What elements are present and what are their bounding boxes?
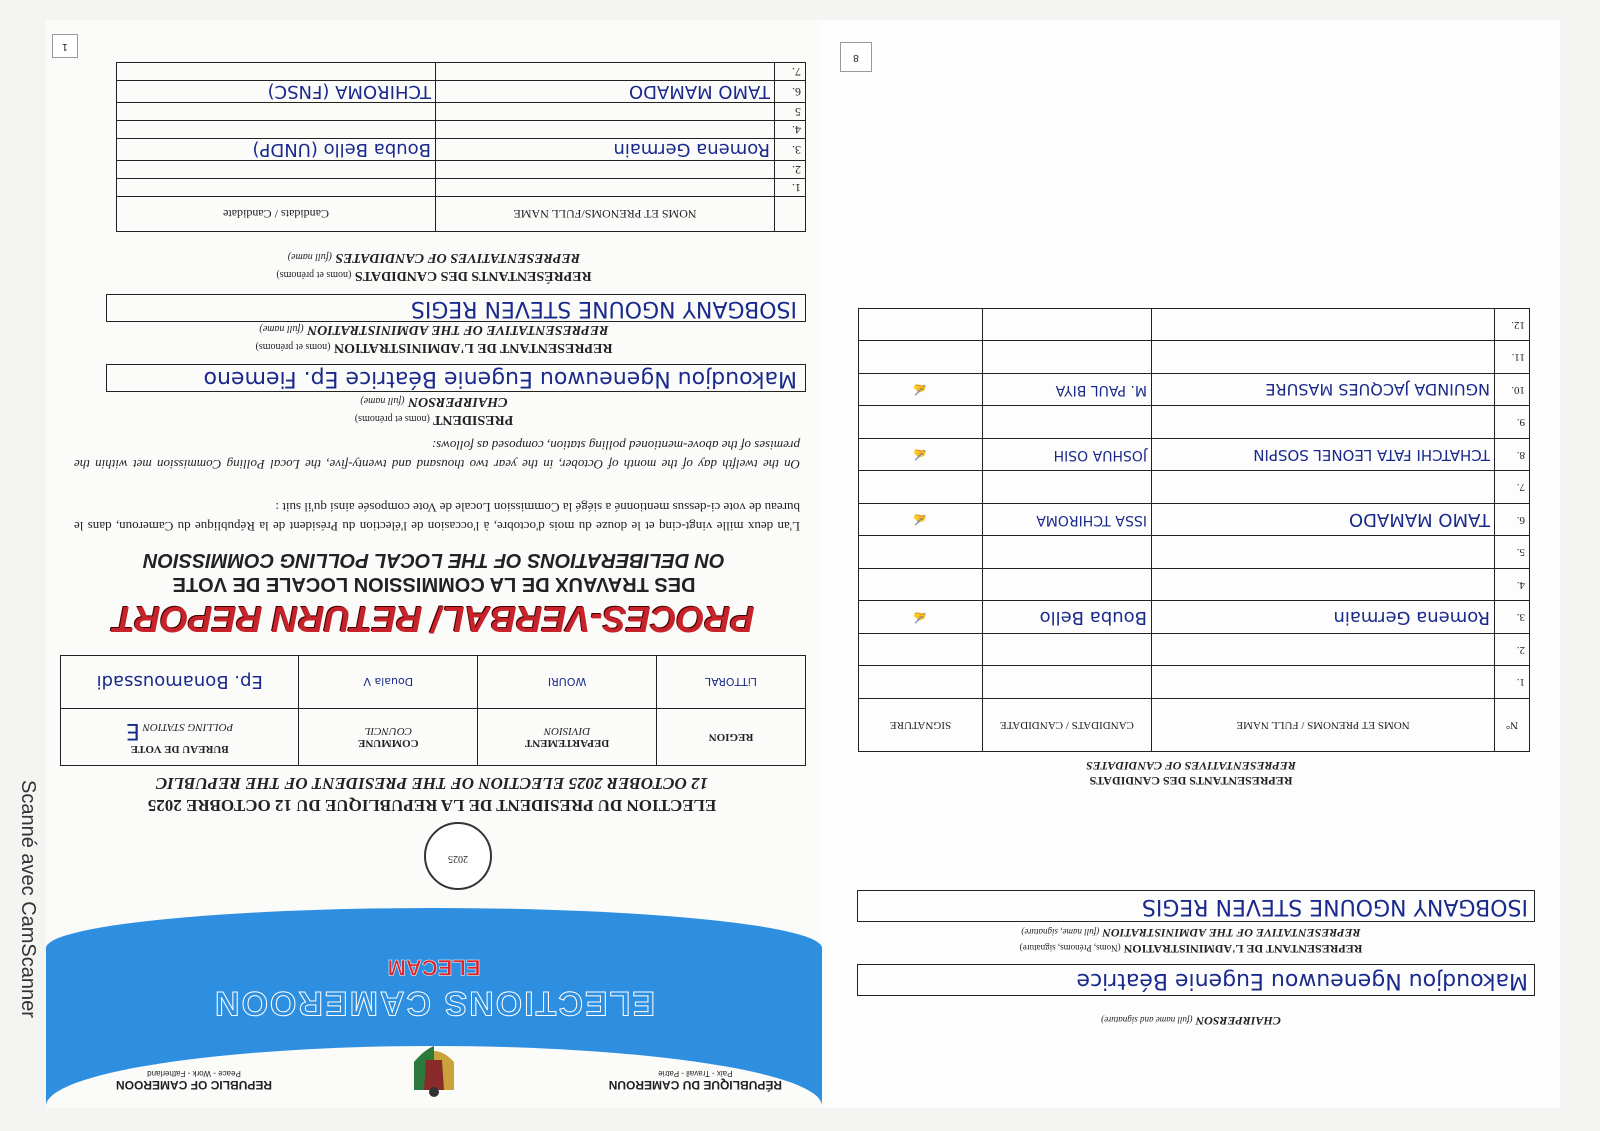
report-title: PROCES-VERBAL/ RETURN REPORT — [113, 599, 755, 640]
intro-fr: L'an deux mille vingt-cinq et le douze du mois d'octobre, à l'occasion de l'élection du Président de la République du Cameroun, dans le bureau de vote ci-dessus mentionné a siégé la Commission Locale de Vote composée ainsi qu'il suit : — [74, 500, 800, 534]
table-row: 2. — [859, 634, 1530, 667]
candidate-reps-table: N° NOMS ET PRENOMS / FULL NAME CANDIDATS / CANDIDATE SIGNATURE 1. 2. 3. Romena Germain Bouba Bello ✍ 4. 5. 6. TAMO MAMADO ISSA TCHIROMA ✍ 7. 8. TCHATCHI FATA LEONEL SOSPIN JOSHUA OSIH ✍ 9. 10. NGUINDA JACQUES MASURE M. PAUL BIYA ✍ 11. 12. — [858, 308, 1530, 752]
coat-of-arms-icon — [406, 1038, 462, 1100]
signature[interactable] — [859, 569, 983, 602]
report-subtitle: DES TRAVAUX DE LA COMMISSION LOCALE DE VOTE ON DELIBERATIONS OF THE LOCAL POLLING COMMISSION — [143, 549, 725, 595]
admin-rep-name-field[interactable]: ISOBGANY NGOUNE STEVEN REGIS — [106, 294, 806, 322]
right-page — [822, 20, 1560, 1108]
signature[interactable]: ✍ — [859, 374, 983, 407]
polling-station-value: Ep. Bonamoussadi — [61, 656, 299, 709]
council-value: Douala V — [299, 656, 478, 709]
table-row: 6. TAMO MAMADO TCHIROMA (FNSC) — [117, 81, 806, 103]
candidate-reps-label: REPRESENTANTS DES CANDIDATS REPRESENTATIVES OF CANDIDATES — [1086, 759, 1296, 788]
president-label: PRESIDENT (noms et prénoms) CHAIRPERSON (full name) — [354, 394, 514, 427]
page-number: 1 — [52, 34, 78, 58]
candidate-reps-label: REPRÉSENTANTS DES CANDIDATS (noms et prénoms) REPRESENTATIVES OF CANDIDATES (full name) — [276, 250, 592, 283]
table-row: 6. TAMO MAMADO ISSA TCHIROMA ✍ — [859, 504, 1530, 537]
signature[interactable]: ✍ — [859, 601, 983, 634]
location-table: REGION DEPARTEMENT DIVISION COMMUNE COUNCIL BUREAU DE VOTE POLLING STATION E LiTTORAL WOURI Douala V Ep. Bonamoussadi — [60, 655, 806, 766]
signature[interactable] — [859, 666, 983, 699]
intro-en: On the twelfth day of the month of October, in the year two thousand and twenty-five, the Local Polling Commission met within the premises of the above-mentioned polling station, composed as follows: — [74, 438, 800, 472]
table-row: 5. — [859, 536, 1530, 569]
admin-rep-name-field[interactable]: ISOBGANY NGOUNE STEVEN REGIS — [857, 890, 1535, 922]
table-row: 9. — [859, 406, 1530, 439]
signature[interactable]: ✍ — [859, 439, 983, 472]
signature[interactable] — [859, 634, 983, 667]
page-number: 8 — [840, 42, 872, 72]
table-row: 10. NGUINDA JACQUES MASURE M. PAUL BIYA ✍ — [859, 374, 1530, 407]
left-page — [46, 20, 822, 1108]
election-title: ELECTION DU PRESIDENT DE LA REPUBLIQUE DU 12 OCTOBRE 2025 12 OCTOBER 2025 ELECTION OF THE PRESIDENT OF THE REPUBLIC — [147, 774, 717, 815]
table-row: 12. — [859, 309, 1530, 342]
signature[interactable]: ✍ — [859, 504, 983, 537]
table-row: 11. — [859, 341, 1530, 374]
division-value: WOURI — [478, 656, 657, 709]
org-acronym: ELECAM — [387, 955, 481, 980]
republic-en: REPUBLIC OF CAMEROON Peace - Work - Fatherland — [116, 1069, 272, 1092]
region-value: LiTTORAL — [657, 656, 806, 709]
table-row: 1. — [117, 179, 806, 197]
table-row: 1. — [859, 666, 1530, 699]
admin-rep-label: REPRESENTANT DE L'ADMINISTRATION (noms et prénoms) REPRESENTATIVE OF THE ADMINISTRATION (full name) — [255, 322, 613, 355]
signature[interactable] — [859, 341, 983, 374]
table-row: 2. — [117, 161, 806, 179]
chairperson-name-field[interactable]: Makoudjou Ngeneuwou Eugenie Béatrice — [857, 964, 1535, 996]
chairperson-label: CHAIRPERSON (full name and signature) — [1101, 1014, 1281, 1028]
org-name: ELECTIONS CAMEROON — [212, 984, 656, 1022]
signature[interactable] — [859, 309, 983, 342]
signature[interactable] — [859, 536, 983, 569]
admin-rep-label: REPRESENTANT DE L'ADMINISTRATION (Noms, Prénoms, signature) REPRESENTATIVE OF THE ADMINISTRATION (full name, signature) — [1019, 926, 1363, 956]
table-row: 8. TCHATCHI FATA LEONEL SOSPIN JOSHUA OSIH ✍ — [859, 439, 1530, 472]
republic-fr: RÉPUBLIQUE DU CAMEROUN Paix - Travail - Patrie — [608, 1069, 782, 1092]
president-name-field[interactable]: Makoudjou Ngeneuwou Eugenie Béatrice Ep. Fiemeno — [106, 364, 806, 392]
table-row: 7. — [859, 471, 1530, 504]
table-row: 3. Romena Germain Bouba Bello ✍ — [859, 601, 1530, 634]
candidate-reps-table: NOMS ET PRENOMS/FULL NAME Candidats / Candidate 1. 2. 3. Romena Germain Bouba Bello (UNDP) 4. 5 6. TAMO MAMADO TCHIROMA (FNSC) 7. — [116, 62, 806, 232]
table-row: 7. — [117, 63, 806, 81]
table-row: 3. Romena Germain Bouba Bello (UNDP) — [117, 139, 806, 161]
table-row: 5 — [117, 103, 806, 121]
table-row: 4. — [859, 569, 1530, 602]
table-row: 4. — [117, 121, 806, 139]
signature[interactable] — [859, 406, 983, 439]
signature[interactable] — [859, 471, 983, 504]
election-seal-icon: 2025 — [424, 822, 492, 890]
scanner-watermark: Scanné avec CamScanner — [17, 780, 39, 1018]
